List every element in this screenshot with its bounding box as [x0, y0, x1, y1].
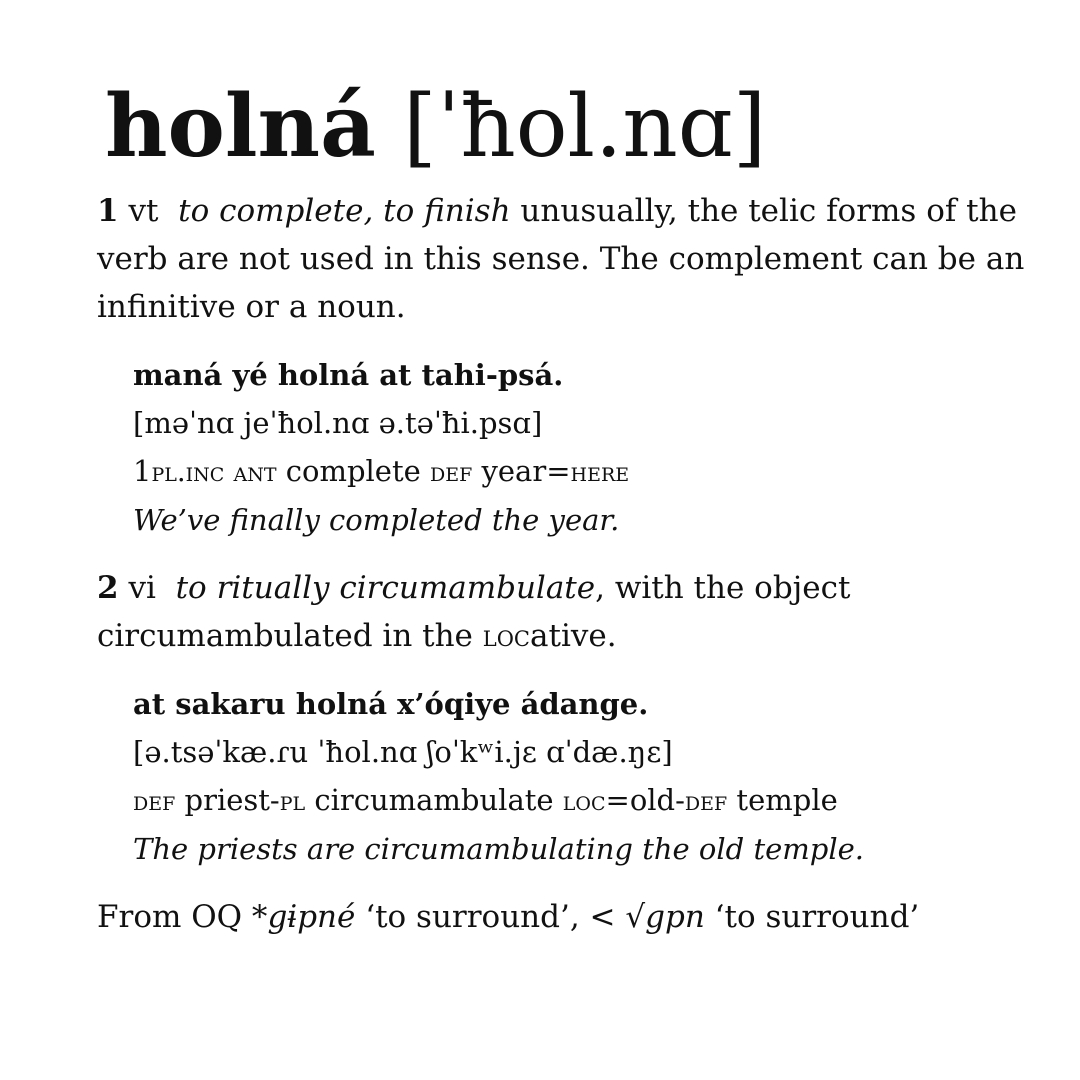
- gloss-abbrev: here: [570, 455, 630, 488]
- headword: holná: [105, 76, 376, 177]
- gloss-abbrev: def: [430, 455, 473, 488]
- etymology-prefix: From OQ *: [97, 898, 268, 935]
- gloss-part: priest-: [175, 782, 280, 817]
- sense-definition: , with the object circumambulated in the: [97, 569, 851, 654]
- example-translation: We’ve finally completed the year.: [133, 502, 620, 537]
- example-interlinear-gloss: [133, 447, 1027, 496]
- gloss-part: 1: [133, 453, 152, 488]
- example-text: at sakaru holná x’óqiye ádange.: [133, 686, 649, 721]
- sense-gloss: to complete, to finish: [178, 192, 511, 229]
- sense-number: 1: [97, 192, 119, 229]
- sense-gloss: to ritually circumambulate: [175, 569, 596, 606]
- gloss-part: complete: [276, 453, 430, 488]
- sense-2: [97, 564, 1027, 660]
- example-2: [133, 680, 1027, 873]
- part-of-speech: vi: [128, 569, 156, 606]
- case-abbrev: loc: [482, 618, 530, 653]
- etymology-meaning: ‘to surround’: [704, 898, 920, 935]
- gloss-abbrev: ant: [233, 455, 277, 488]
- example-interlinear-gloss: [133, 776, 1027, 825]
- etymology-form: gɨpné: [267, 898, 356, 935]
- gloss-part: [224, 454, 233, 488]
- gloss-part: circumambulate: [305, 782, 563, 817]
- sense-definition: unusually, the telic forms of the verb are not used in this sense. The complement can be an infinitive or a noun.: [97, 192, 1025, 325]
- example-ipa: [ə.tsəˈkæ.ɾu ˈħol.nɑ ʃoˈkʷi.jɛ ɑˈdæ.ŋɛ]: [133, 734, 673, 769]
- example-ipa: [məˈnɑ jeˈħol.nɑ ə.təˈħi.psɑ]: [133, 405, 543, 440]
- etymology-root: gpn: [645, 898, 705, 935]
- example-text: maná yé holná at tahi-psá.: [133, 357, 564, 392]
- example-translation: The priests are circumambulating the old temple.: [133, 831, 864, 866]
- dictionary-entry: [97, 78, 1027, 941]
- gloss-abbrev: pl.inc: [151, 455, 225, 488]
- gloss-abbrev: def: [684, 784, 728, 817]
- entry-headline: [105, 78, 1027, 177]
- part-of-speech: vt: [128, 192, 159, 229]
- gloss-abbrev: def: [133, 784, 176, 817]
- gloss-abbrev: pl: [279, 784, 306, 817]
- example-1: [133, 351, 1027, 544]
- gloss-part: year=: [472, 453, 571, 488]
- headword-pronunciation: [ˈħol.nɑ]: [403, 77, 767, 177]
- gloss-abbrev: loc: [562, 784, 606, 817]
- gloss-part: temple: [727, 782, 838, 817]
- sense-number: 2: [97, 569, 119, 606]
- etymology: [97, 893, 1027, 941]
- gloss-part: =old-: [605, 782, 685, 817]
- sense-1: [97, 187, 1027, 331]
- sense-definition-end: ative.: [530, 617, 617, 654]
- etymology-meaning: ‘to surround’, < √: [355, 898, 646, 935]
